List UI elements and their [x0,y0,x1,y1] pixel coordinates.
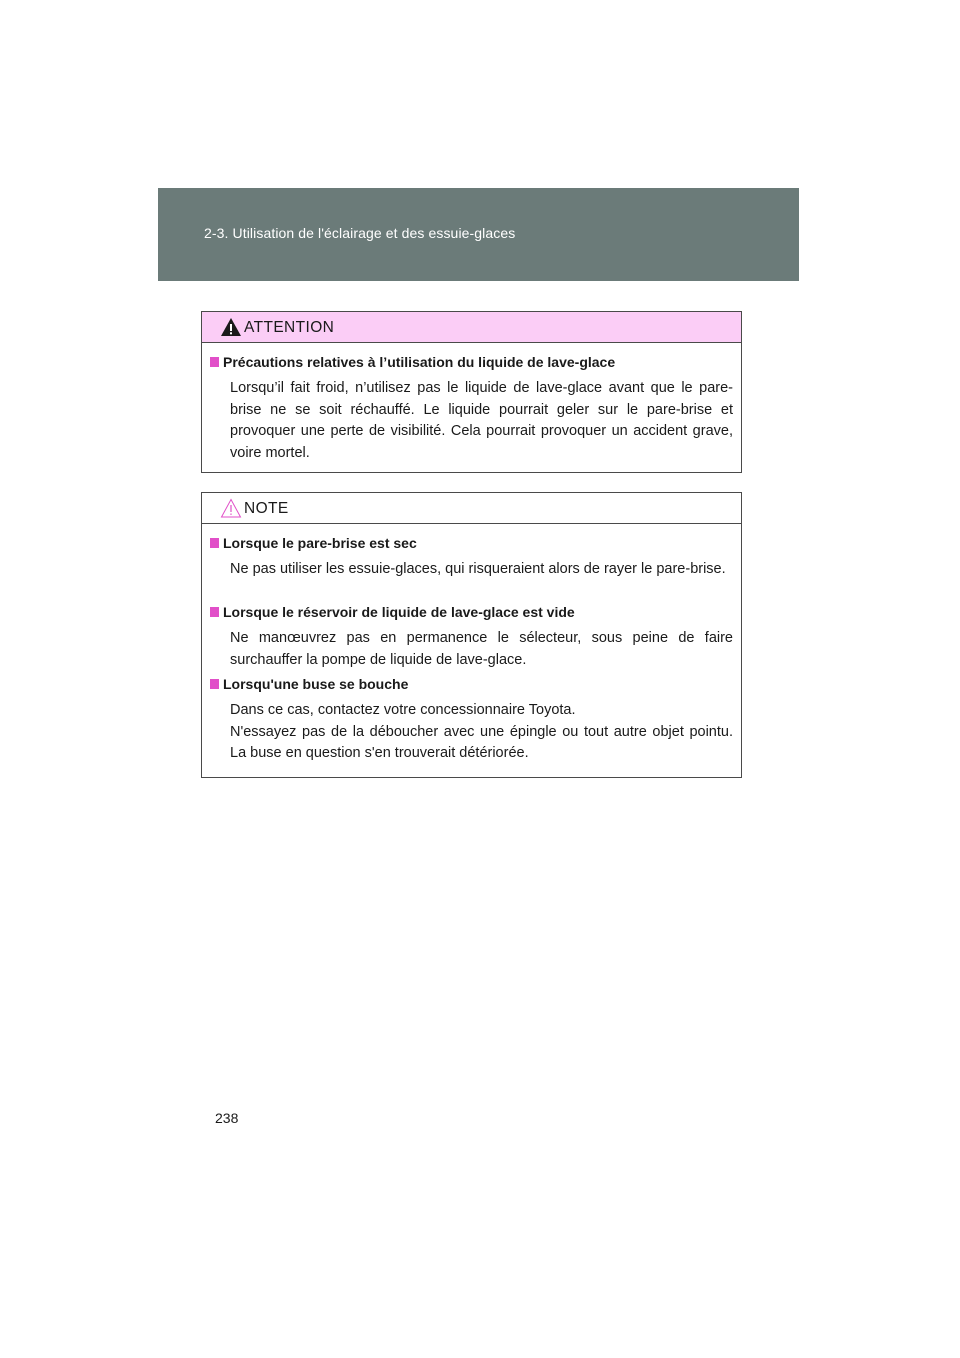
bullet-square-icon [210,679,219,689]
note-item-title: Lorsque le réservoir de liquide de lave-glace est vide [210,602,733,622]
bullet-square-icon [210,607,219,617]
section-title: 2-3. Utilisation de l'éclairage et des essuie-glaces [204,225,516,241]
note-item-title: Lorsque le pare-brise est sec [210,533,733,553]
warning-item-title: Précautions relatives à l’utilisation du liquide de lave-glace [210,352,733,372]
note-item-body-line: Dans ce cas, contactez votre concessionnaire Toyota. [230,702,576,718]
bullet-square-icon [210,538,219,548]
warning-label: ATTENTION [244,319,335,336]
warning-triangle-icon [220,317,242,337]
page-number: 238 [215,1110,239,1126]
warning-item [210,352,733,464]
note-item-empty-reservoir [210,602,733,671]
warning-box [201,311,742,473]
bullet-square-icon [210,357,219,367]
note-label: NOTE [244,500,289,517]
note-item-title: Lorsqu'une buse se bouche [210,674,733,694]
note-box [201,492,742,778]
warning-item-body: Lorsqu’il fait froid, n’utilisez pas le liquide de lave-glace avant que le pare-brise ne se soit réchauffé. Le liquide pourrait geler sur le pare-brise et provoquer une perte de visibilité. Cela pourrait provoquer un accident grave, voire mortel. [230,380,733,461]
warning-box-header [202,312,741,343]
note-item-body [210,700,733,765]
note-item-body-line: N'essayez pas de la déboucher avec une épingle ou tout autre objet pointu. La buse en question s'en trouverait détériorée. [230,723,733,761]
caution-outline-triangle-icon [220,498,242,518]
note-item-clogged-nozzle [210,674,733,765]
note-item-body: Ne pas utiliser les essuie-glaces, qui risqueraient alors de rayer le pare-brise. [230,561,726,577]
section-header-band [158,188,799,281]
note-box-header [202,493,741,524]
note-item-dry-windshield [210,533,733,581]
note-item-body: Ne manœuvrez pas en permanence le sélecteur, sous peine de faire surchauffer la pompe de liquide de lave-glace. [230,630,733,668]
